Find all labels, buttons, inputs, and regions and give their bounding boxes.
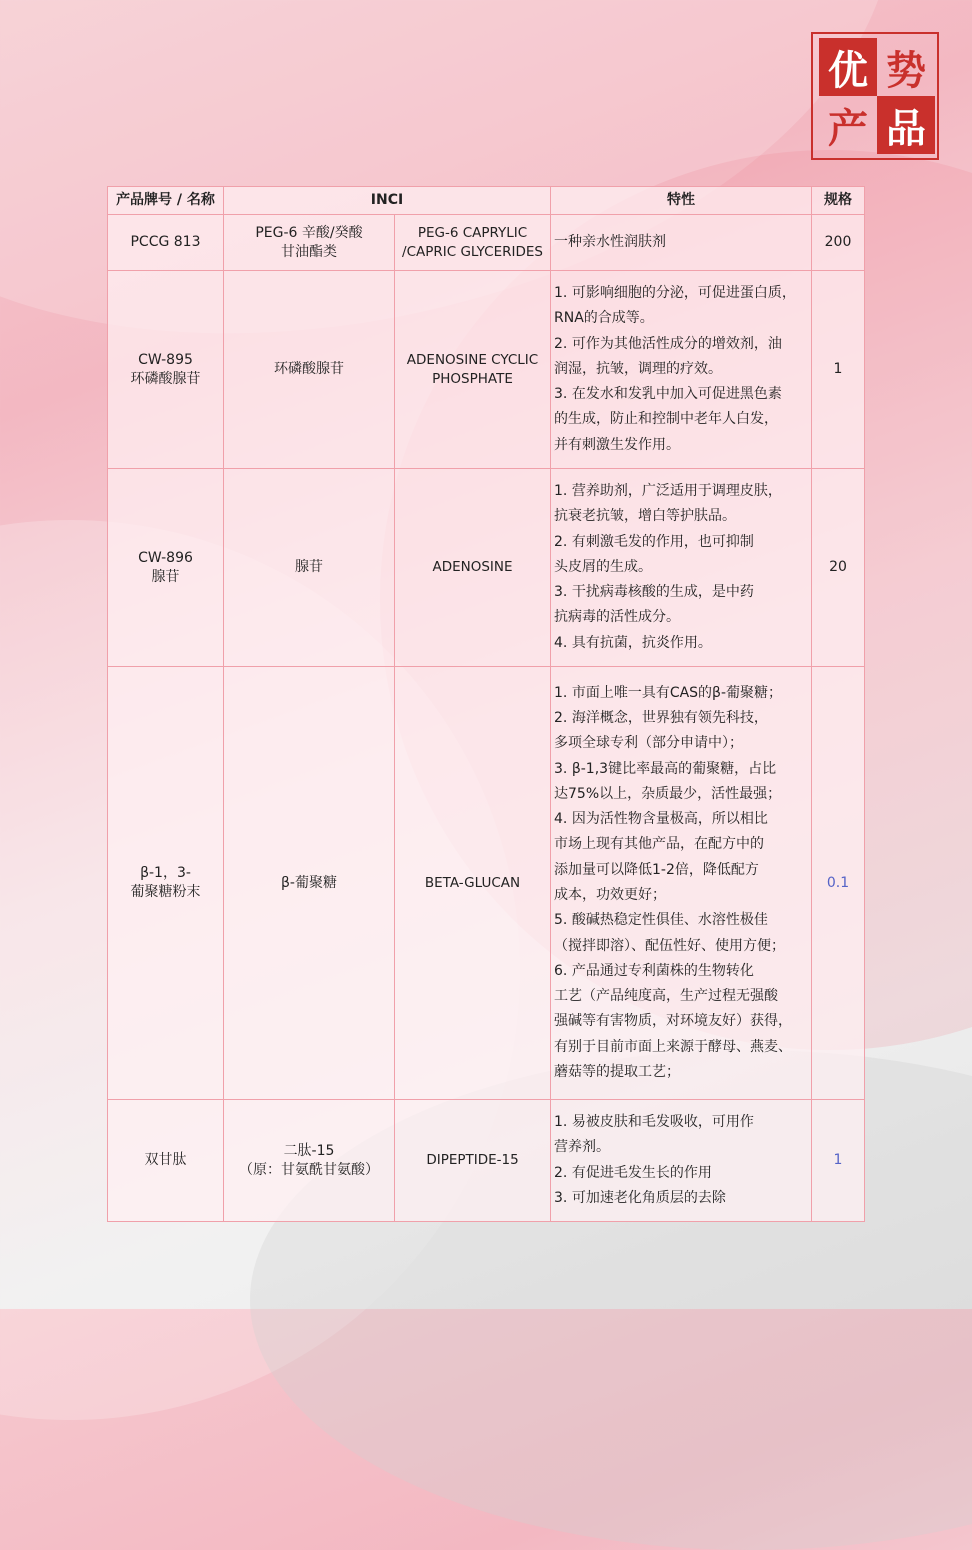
inci-english-cell <box>395 215 551 271</box>
inci-chinese-cell <box>224 667 395 1100</box>
features-cell <box>551 215 812 271</box>
spec-cell: 0.1 <box>812 667 865 1100</box>
inci-chinese-cell-line: 环磷酸腺苷 <box>274 361 344 377</box>
features-cell-line: （搅拌即溶）、配伍性好、使用方便； <box>554 937 786 954</box>
inci-english-cell-line: PHOSPHATE <box>432 370 513 387</box>
features-cell-line: 添加量可以降低1-2倍，降低配方 <box>554 861 759 878</box>
features-cell-line: 抗病毒的活性成分。 <box>554 609 681 626</box>
features-cell-line: 2. 海洋概念，世界独有领先科技， <box>554 709 768 726</box>
inci-chinese-cell <box>224 271 395 469</box>
inci-english-cell <box>395 1100 551 1222</box>
features-cell-line: 工艺（产品纯度高，生产过程无强酸 <box>554 988 779 1005</box>
product-name-cell-line: 葡聚糖粉末 <box>130 884 201 900</box>
table-row <box>108 667 865 1100</box>
features-cell-line: 4. 具有抗菌，抗炎作用。 <box>554 634 712 651</box>
inci-english-cell <box>395 271 551 469</box>
features-cell-line: 市场上现有其他产品，在配方中的 <box>554 836 765 853</box>
features-cell-line: 营养剂。 <box>554 1139 611 1156</box>
inci-chinese-cell-line: （原：甘氨酰甘氨酸） <box>239 1161 379 1178</box>
inci-english-cell-line: /CAPRIC GLYCERIDES <box>402 243 543 260</box>
features-cell <box>551 667 812 1100</box>
features-cell-line: 4. 因为活性物含量极高，所以相比 <box>554 811 768 828</box>
table-row <box>108 469 865 667</box>
features-cell-line: 多项全球专利（部分申请中）； <box>554 735 744 752</box>
inci-english-cell-line: ADENOSINE CYCLIC <box>406 351 539 368</box>
features-cell-line: 成本，功效更好； <box>554 887 667 903</box>
header-name: 产品牌号 / 名称 <box>108 187 224 215</box>
features-cell-line: 1. 市面上唯一具有CAS的β-葡聚糖； <box>554 684 783 701</box>
features-cell-line: 抗衰老抗皱，增白等护肤品。 <box>554 508 737 525</box>
features-cell-line: 2. 有促进毛发生长的作用 <box>554 1164 712 1181</box>
features-cell-line: 蘑菇等的提取工艺； <box>554 1064 681 1081</box>
spec-cell: 20 <box>812 469 865 667</box>
stamp-char: 品 <box>877 96 935 154</box>
inci-english-cell-line: BETA-GLUCAN <box>424 874 521 891</box>
header-inci: INCI <box>224 187 551 215</box>
product-name-cell <box>108 215 224 271</box>
inci-chinese-cell-line: 二肽-15 <box>283 1142 335 1159</box>
header-spec: 规格 <box>812 187 865 215</box>
features-cell-line: 达75%以上，杂质最少，活性最强； <box>554 785 782 802</box>
features-cell-line: 3. 在发水和发乳中加入可促进黑色素 <box>554 386 782 403</box>
inci-chinese-cell <box>224 469 395 667</box>
inci-chinese-cell-line: PEG-6 辛酸/癸酸 <box>255 224 363 241</box>
product-name-cell-line: PCCG 813 <box>130 234 201 250</box>
features-cell <box>551 469 812 667</box>
inci-english-cell-line: DIPEPTIDE-15 <box>426 1152 519 1168</box>
stamp-char: 优 <box>819 38 877 96</box>
featured-products-stamp-logo <box>807 26 939 160</box>
features-cell-line: 3. 干扰病毒核酸的生成，是中药 <box>554 584 754 601</box>
table-row <box>108 271 865 469</box>
features-cell-line: 的生成，防止和控制中老年人白发， <box>554 411 779 428</box>
header-features: 特性 <box>551 187 812 215</box>
features-cell-line: 润湿，抗皱，调理的疗效。 <box>554 360 723 377</box>
inci-chinese-cell-line: β-葡聚糖 <box>281 874 337 891</box>
inci-english-cell <box>395 469 551 667</box>
product-name-cell-line: 双甘肽 <box>144 1152 187 1168</box>
product-name-cell-line: 腺苷 <box>151 568 180 585</box>
inci-chinese-cell <box>224 215 395 271</box>
stamp-char: 产 <box>828 104 868 152</box>
features-cell-line: 3. 可加速老化角质层的去除 <box>554 1189 726 1206</box>
features-cell-line: 2. 有刺激毛发的作用，也可抑制 <box>554 533 754 550</box>
table-header-row <box>108 187 865 215</box>
product-name-cell-line: CW-895 <box>138 351 193 368</box>
inci-english-cell-line: ADENOSINE <box>432 559 513 575</box>
features-cell-line: 2. 可作为其他活性成分的增效剂，油 <box>554 335 782 352</box>
inci-english-cell-line: PEG-6 CAPRYLIC <box>417 224 528 241</box>
inci-chinese-cell <box>224 1100 395 1222</box>
features-cell-line: 头皮屑的生成。 <box>554 558 653 575</box>
features-cell-line: 3. β-1,3键比率最高的葡聚糖，占比 <box>554 760 777 777</box>
product-name-cell <box>108 271 224 469</box>
stamp-char: 势 <box>886 46 926 94</box>
inci-chinese-cell-line: 甘油酯类 <box>281 243 337 260</box>
features-cell <box>551 271 812 469</box>
features-cell-line: RNA的合成等。 <box>554 310 654 327</box>
table-row <box>108 1100 865 1222</box>
features-cell-line: 1. 易被皮肤和毛发吸收，可用作 <box>554 1113 754 1130</box>
inci-english-cell <box>395 667 551 1100</box>
product-name-cell <box>108 469 224 667</box>
product-name-cell-line: 环磷酸腺苷 <box>130 370 201 387</box>
product-name-cell-line: β-1，3- <box>140 865 191 881</box>
features-cell <box>551 1100 812 1222</box>
features-cell-line: 强碱等有害物质，对环境友好）获得， <box>554 1013 793 1030</box>
features-cell-line: 5. 酸碱热稳定性俱佳、水溶性极佳 <box>554 912 768 929</box>
spec-cell: 1 <box>812 1100 865 1222</box>
inci-chinese-cell-line: 腺苷 <box>295 559 323 575</box>
features-cell-line: 1. 营养助剂，广泛适用于调理皮肤， <box>554 482 782 499</box>
spec-cell: 1 <box>812 271 865 469</box>
spec-cell: 200 <box>812 215 865 271</box>
features-cell-line: 1. 可影响细胞的分泌，可促进蛋白质， <box>554 284 796 301</box>
product-name-cell <box>108 1100 224 1222</box>
features-cell-line: 6. 产品通过专利菌株的生物转化 <box>554 962 754 979</box>
features-cell-line: 并有刺激生发作用。 <box>554 436 681 453</box>
product-name-cell-line: CW-896 <box>138 549 193 566</box>
features-cell-line: 一种亲水性润肤剂 <box>554 233 667 250</box>
product-table <box>107 186 865 1222</box>
product-name-cell <box>108 667 224 1100</box>
features-cell-line: 有别于目前市面上来源于酵母、燕麦、 <box>554 1038 793 1055</box>
table-row <box>108 215 865 271</box>
